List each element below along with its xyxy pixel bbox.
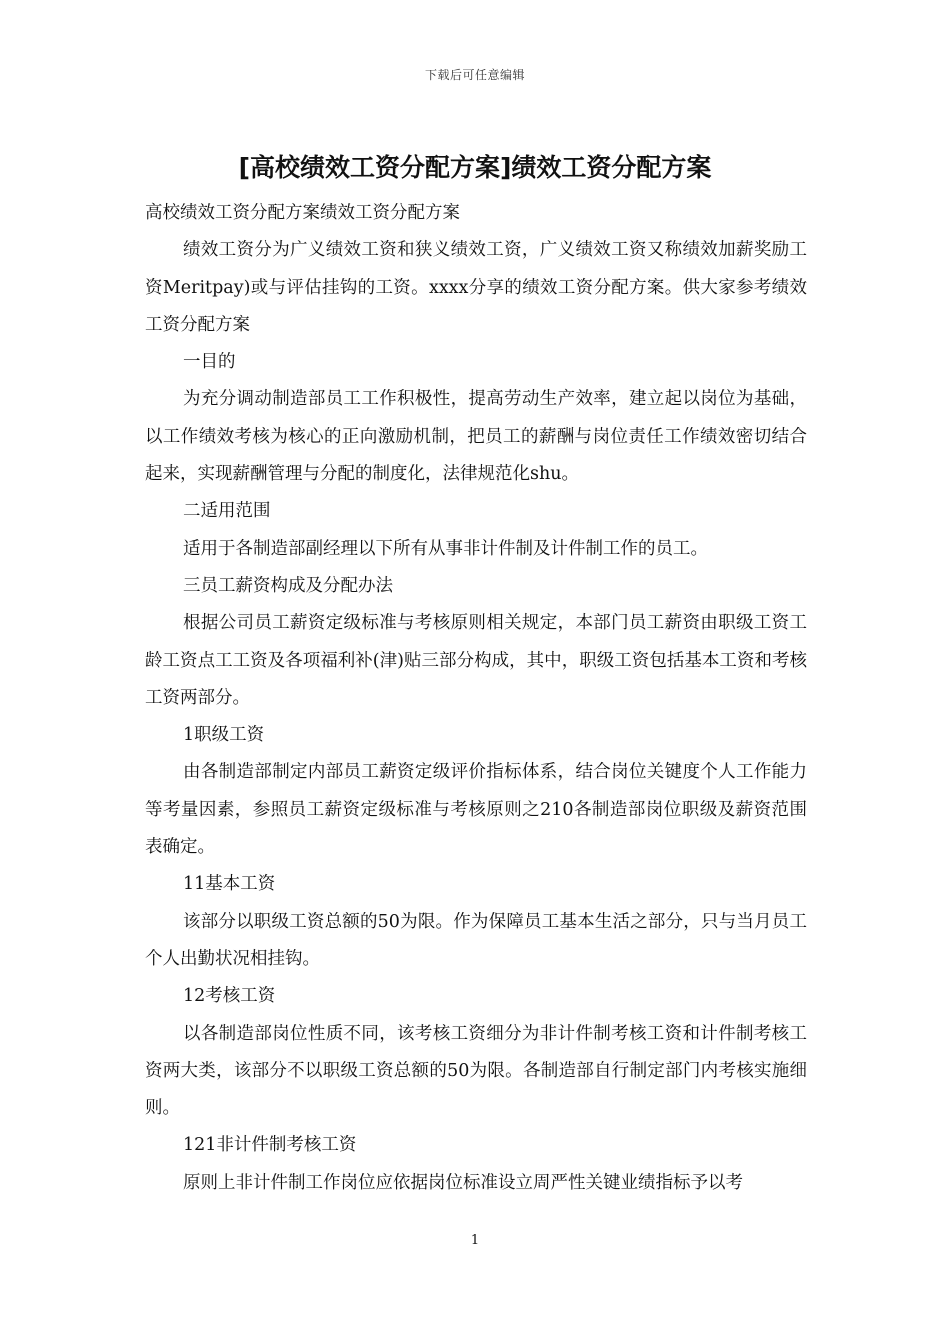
paragraph: 原则上非计件制工作岗位应依据岗位标准设立周严性关键业绩指标予以考 [183, 1172, 743, 1193]
section-heading: 三员工薪资构成及分配办法 [183, 575, 393, 596]
section-heading: 二适用范围 [183, 501, 271, 522]
section-heading: 12考核工资 [183, 986, 276, 1007]
paragraph: 绩效工资分为广义绩效工资和狭义绩效工资，广义绩效工资又称绩效加薪奖励工资Meritpay)或与评估挂钩的工资。xxxx分享的绩效工资分配方案。供大家参考绩效工资分配方案 [145, 240, 807, 335]
section-heading: 121非计件制考核工资 [183, 1135, 357, 1156]
paragraph: 适用于各制造部副经理以下所有从事非计件制及计件制工作的员工。 [183, 538, 708, 559]
section-heading: 1职级工资 [183, 725, 265, 746]
paragraph: 该部分以职级工资总额的50为限。作为保障员工基本生活之部分，只与当月员工个人出勤状况相挂钩。 [145, 911, 807, 969]
paragraph: 由各制造部制定内部员工薪资定级评价指标体系，结合岗位关键度个人工作能力等考量因素，参照员工薪资定级标准与考核原则之210各制造部岗位职级及薪资范围表确定。 [145, 762, 807, 858]
paragraph: 为充分调动制造部员工工作积极性，提高劳动生产效率，建立起以岗位为基础，以工作绩效考核为核心的正向激励机制，把员工的薪酬与岗位责任工作绩效密切结合起来，实现薪酬管理与分配的制度化，法律规范化shu。 [145, 389, 807, 485]
paragraph: 根据公司员工薪资定级标准与考核原则相关规定，本部门员工薪资由职级工资工龄工资点工工资及各项福利补(津)贴三部分构成，其中，职级工资包括基本工资和考核工资两部分。 [145, 613, 807, 708]
paragraph: 高校绩效工资分配方案绩效工资分配方案 [145, 203, 460, 223]
section-heading: 一目的 [183, 352, 236, 373]
document-body [145, 195, 807, 1202]
page-header-note: 下载后可任意编辑 [424, 68, 525, 82]
section-heading: 11基本工资 [183, 874, 276, 895]
page-number: 1 [470, 1233, 480, 1248]
paragraph: 以各制造部岗位性质不同，该考核工资细分为非计件制考核工资和计件制考核工资两大类，该部分不以职级工资总额的50为限。各制造部自行制定部门内考核实施细则。 [145, 1023, 807, 1119]
document-title: [高校绩效工资分配方案]绩效工资分配方案 [238, 153, 712, 182]
